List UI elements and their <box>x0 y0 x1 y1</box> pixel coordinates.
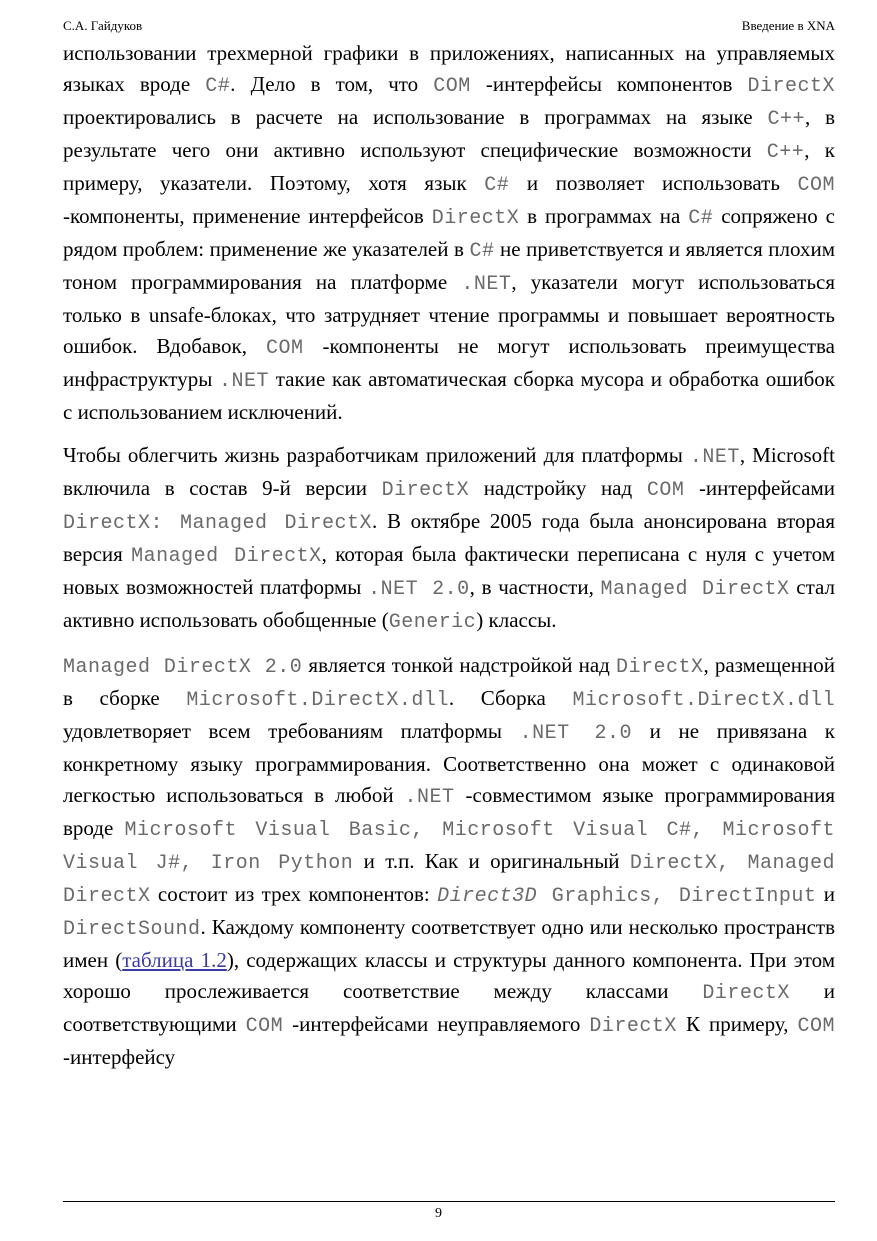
code-term: Microsoft Visual Basic, Microsoft Visual C#, Microsoft Visual J#, Iron Python <box>63 819 835 875</box>
text-run: -интерфейсами <box>684 476 836 500</box>
text-run: , в результате чего они активно используют специфические возможности <box>63 105 836 162</box>
code-term: DirectX <box>702 982 790 1005</box>
page-number: 9 <box>435 1206 442 1221</box>
code-term: DirectX <box>381 479 470 502</box>
code-term: Direct3D <box>437 885 538 908</box>
header-title: Введение в XNA <box>741 18 835 33</box>
code-term: COM <box>797 1015 835 1038</box>
paragraph-3 <box>63 650 835 1073</box>
code-term: DirectX <box>589 1015 677 1038</box>
text-run: -интерфейсу <box>63 1045 176 1069</box>
code-term: .NET <box>689 446 740 469</box>
text-run: и не привязана к конкретному языку программирования. Соответственно она может с одинаковой легкостью использоваться в любой <box>63 719 836 807</box>
text-run: -интерфейсы компонентов <box>470 72 748 96</box>
text-run: и т.п. Как и оригинальный <box>353 849 630 873</box>
text-run: , в частности, <box>469 575 601 599</box>
text-run: проектировались в расчете на использование в программах на языке <box>63 105 768 129</box>
text-run: состоит из трех компонентов: <box>150 882 438 906</box>
text-run: Чтобы облегчить жизнь разработчикам приложений для платформы <box>63 443 690 467</box>
page-header <box>63 16 835 36</box>
text-run: , которая была фактически переписана с нуля с учетом новых возможностей платформы <box>63 542 835 599</box>
text-run: и <box>816 882 835 906</box>
text-run: -интерфейсами неуправляемого <box>283 1012 590 1036</box>
text-run: . Каждому компоненту соответствует одно или несколько пространств имен ( <box>63 915 835 972</box>
code-term: DirectSound <box>63 918 201 941</box>
paragraph-1 <box>63 38 835 428</box>
text-run: и позволяет использовать <box>509 171 798 195</box>
code-term: DirectX, Managed DirectX <box>63 852 836 908</box>
code-term: Graphics, DirectInput <box>537 885 817 908</box>
code-term: COM <box>265 337 304 360</box>
code-term: .NET <box>461 273 512 296</box>
code-term: Managed DirectX <box>600 578 790 601</box>
text-run: является тонкой надстройкой над <box>302 653 616 677</box>
text-run: ), содержащих классы и структуры данного компонента. При этом хорошо прослеживается соответствие между классами <box>63 948 835 1003</box>
code-term: C# <box>469 240 495 263</box>
text-run: использовании трехмерной графики в приложениях, написанных на управляемых языках вроде <box>63 41 835 96</box>
code-term: DirectX <box>615 656 704 679</box>
table-reference-link[interactable]: таблица 1.2 <box>122 948 227 972</box>
text-run: стал активно использовать обобщенные ( <box>63 575 835 632</box>
code-term: .NET 2.0 <box>368 578 470 601</box>
code-term: Managed DirectX 2.0 <box>63 656 303 679</box>
text-run: в программах на <box>519 204 689 228</box>
text-run: , к примеру, указатели. Поэтому, хотя язык <box>63 138 836 195</box>
text-run: . В октябре 2005 года была анонсирована вторая версия <box>63 509 835 566</box>
code-term: .NET <box>404 786 455 809</box>
code-term: C++ <box>766 141 805 164</box>
text-run: . Сборка <box>448 686 573 710</box>
code-term: COM <box>797 174 835 197</box>
text-run: . Дело в том, что <box>230 72 434 96</box>
text-run: сопряжено с рядом проблем: применение же указателей в <box>63 204 835 261</box>
code-term: COM <box>646 479 685 502</box>
code-term: Microsoft.DirectX.dll <box>572 689 835 712</box>
text-run: , Microsoft включила в состав 9-й версии <box>63 443 835 500</box>
code-term: C# <box>688 207 714 230</box>
text-run: , размещенной в сборке <box>63 653 835 710</box>
text-run: , указатели могут использоваться только в unsafe-блоках, что затрудняет чтение программы и повышает вероятность ошибок. Вдобавок, <box>63 270 835 358</box>
document-body <box>63 38 835 1073</box>
text-run: не приветствуется и является плохим тоном программирования на платформе <box>63 237 835 294</box>
code-term: Microsoft.DirectX.dll <box>186 689 449 712</box>
code-term: .NET <box>219 370 270 393</box>
text-run: -совместимом языке программирования вроде <box>63 783 835 840</box>
text-run: удовлетворяет всем требованиям платформы <box>63 719 520 743</box>
text-run: надстройку над <box>469 476 647 500</box>
code-term: Managed DirectX <box>131 545 322 568</box>
text-run: -компоненты не могут использовать преимущества инфраструктуры <box>63 334 835 391</box>
text-run: -компоненты, применение интерфейсов <box>63 204 432 228</box>
text-run: и соответствующими <box>63 979 835 1036</box>
header-author: С.А. Гайдуков <box>63 18 143 33</box>
code-term: .NET 2.0 <box>519 722 633 745</box>
code-term: Generic <box>388 611 477 634</box>
footer-divider <box>63 1201 835 1202</box>
code-term: COM <box>245 1015 284 1038</box>
paragraph-2 <box>63 440 835 638</box>
code-term: C++ <box>767 108 805 131</box>
code-term: C# <box>484 174 510 197</box>
code-term: DirectX: Managed DirectX <box>63 512 372 535</box>
text-run: К примеру, <box>676 1012 798 1036</box>
code-term: DirectX <box>747 75 835 98</box>
code-term: DirectX <box>431 207 520 230</box>
code-term: C# <box>205 75 231 98</box>
code-term: COM <box>433 75 471 98</box>
text-run: такие как автоматическая сборка мусора и обработка ошибок с использованием исключений. <box>63 367 835 424</box>
text-run: ) классы. <box>476 608 557 632</box>
